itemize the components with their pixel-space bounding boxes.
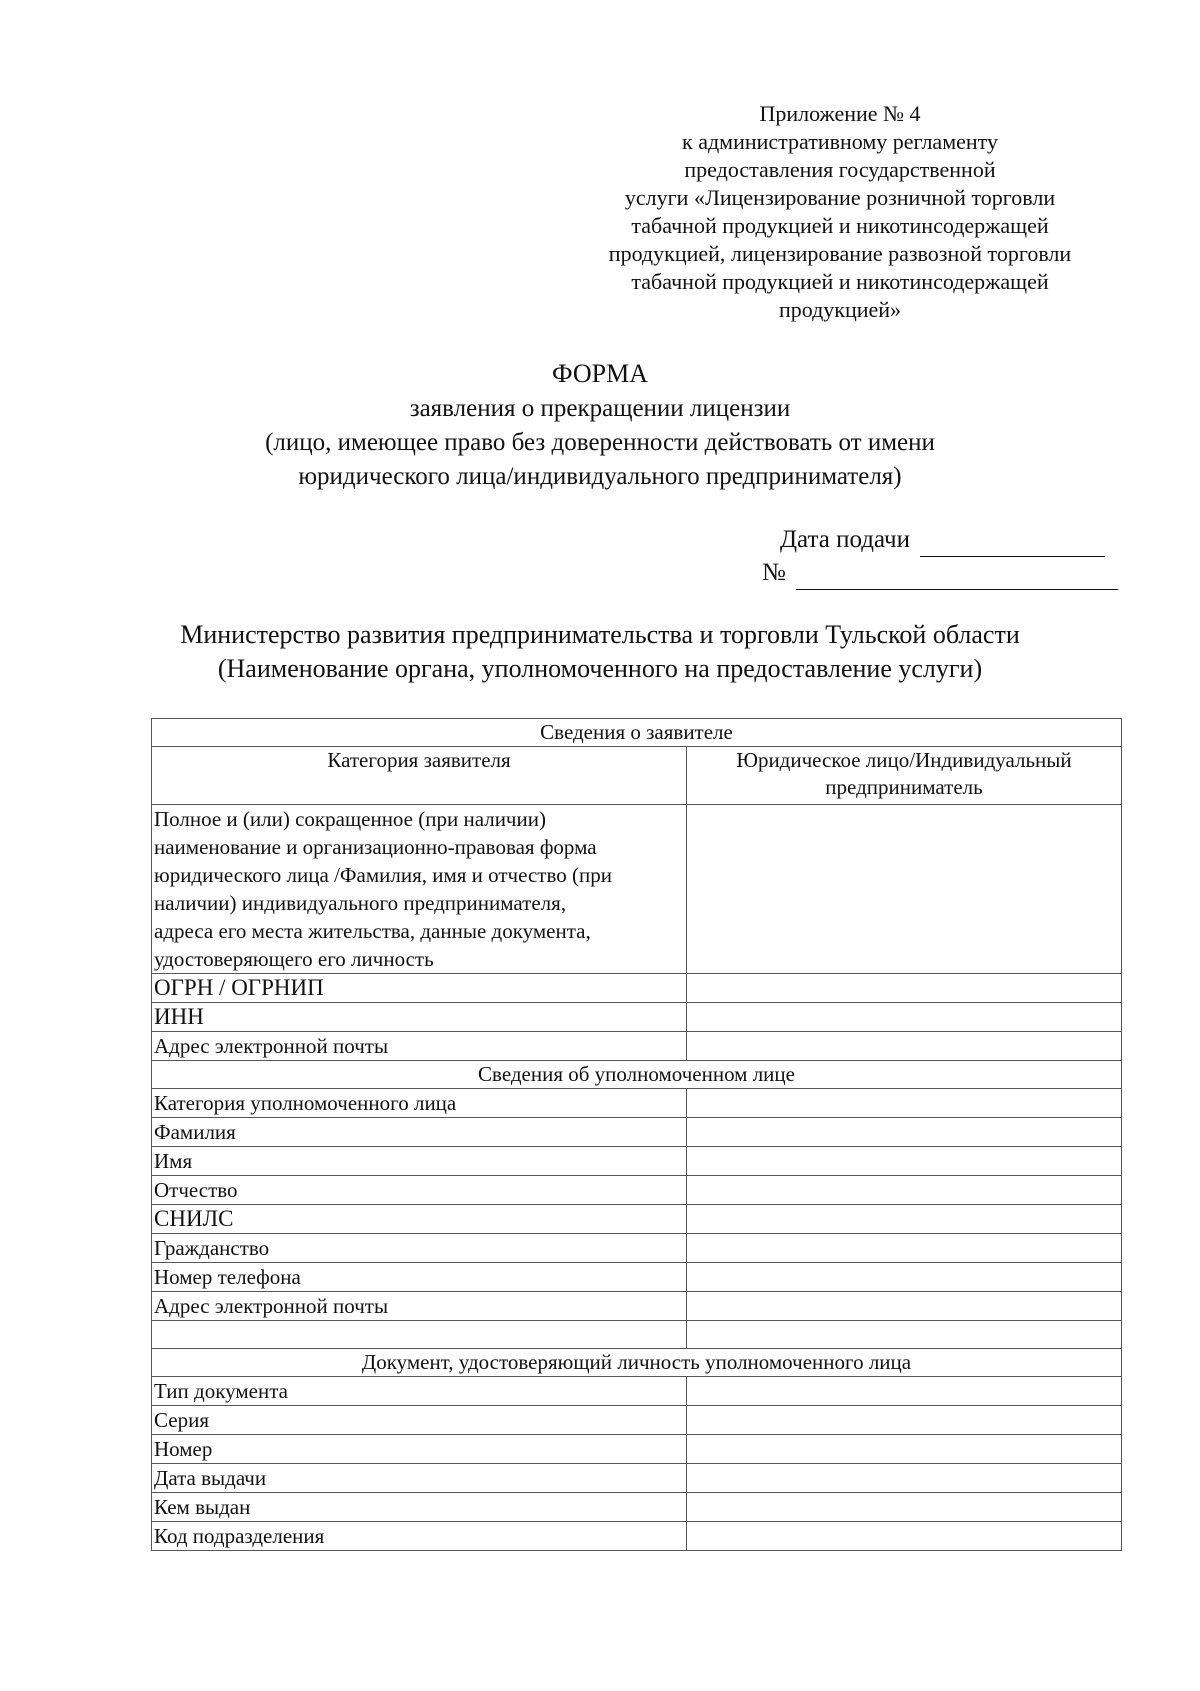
patronymic-value[interactable]	[687, 1176, 1122, 1205]
ogrn-value[interactable]	[687, 974, 1122, 1003]
form-title: ФОРМА	[552, 359, 648, 388]
empty-cell	[152, 1321, 687, 1349]
section-representative: Сведения об уполномоченном лице	[152, 1061, 1122, 1089]
appendix-line: продукцией»	[778, 297, 902, 322]
table-row	[152, 1321, 1122, 1349]
division-code-label: Код подразделения	[152, 1522, 687, 1551]
form-subtitle-line: юридического лица/индивидуального предпринимателя)	[298, 463, 902, 490]
inn-label: ИНН	[152, 1003, 687, 1032]
table-row	[152, 1089, 1122, 1118]
table-row	[152, 974, 1122, 1003]
table-row	[152, 1435, 1122, 1464]
phone-value[interactable]	[687, 1263, 1122, 1292]
table-row	[152, 1493, 1122, 1522]
table-row	[152, 1032, 1122, 1061]
appendix-line: услуги «Лицензирование розничной торговли	[624, 185, 1056, 210]
citizenship-label: Гражданство	[152, 1234, 687, 1263]
issued-by-label: Кем выдан	[152, 1493, 687, 1522]
snils-value[interactable]	[687, 1205, 1122, 1234]
appendix-line: табачной продукцией и никотинсодержащей	[631, 213, 1049, 238]
first-name-value[interactable]	[687, 1147, 1122, 1176]
form-subtitle-line: (лицо, имеющее право без доверенности действовать от имени	[265, 429, 935, 456]
issue-date-label: Дата выдачи	[152, 1464, 687, 1493]
representative-email-label: Адрес электронной почты	[152, 1292, 687, 1321]
table-row	[152, 1263, 1122, 1292]
application-table	[151, 718, 1122, 1551]
snils-label: СНИЛС	[152, 1205, 687, 1234]
applicant-email-label: Адрес электронной почты	[152, 1032, 687, 1061]
form-subtitle-line: заявления о прекращении лицензии	[409, 395, 791, 422]
empty-cell[interactable]	[687, 1321, 1122, 1349]
applicant-type-header	[687, 747, 1122, 805]
document-type-value[interactable]	[687, 1377, 1122, 1406]
ogrn-label: ОГРН / ОГРНИП	[152, 974, 687, 1003]
submission-date-label: Дата подачи	[780, 526, 911, 553]
representative-category-label: Категория уполномоченного лица	[152, 1089, 687, 1118]
section-applicant: Сведения о заявителе	[152, 719, 1122, 747]
full-name-label	[152, 805, 687, 974]
surname-value[interactable]	[687, 1118, 1122, 1147]
table-row	[152, 1003, 1122, 1032]
issued-by-value[interactable]	[687, 1493, 1122, 1522]
full-name-value[interactable]	[687, 805, 1122, 974]
division-code-value[interactable]	[687, 1522, 1122, 1551]
citizenship-value[interactable]	[687, 1234, 1122, 1263]
appendix-line: Приложение № 4	[759, 101, 921, 126]
table-row	[152, 1377, 1122, 1406]
table-row	[152, 805, 1122, 974]
submission-number-label: №	[762, 559, 786, 586]
document-series-label: Серия	[152, 1406, 687, 1435]
table-row	[152, 1292, 1122, 1321]
authority-name: Министерство развития предпринимательства и торговли Тульской области	[180, 620, 1020, 649]
full-name-label-line: удостоверяющего его личность	[154, 947, 434, 971]
document-number-label: Номер	[152, 1435, 687, 1464]
document-series-value[interactable]	[687, 1406, 1122, 1435]
full-name-label-line: Полное и (или) сокращенное (при наличии)	[154, 807, 546, 831]
submission-date-field[interactable]	[920, 530, 1105, 557]
full-name-label-line: адреса его места жительства, данные документа,	[154, 919, 591, 943]
full-name-label-line: наименование и организационно-правовая форма	[154, 835, 597, 859]
table-row	[152, 1205, 1122, 1234]
table-row	[152, 1118, 1122, 1147]
appendix-line: табачной продукцией и никотинсодержащей	[631, 269, 1049, 294]
full-name-label-line: наличии) индивидуального предпринимателя,	[154, 891, 567, 915]
submission-number-field[interactable]	[796, 563, 1118, 590]
table-row	[152, 1464, 1122, 1493]
header-row	[152, 747, 1122, 805]
table-row	[152, 1522, 1122, 1551]
appendix-header	[560, 100, 1120, 324]
table-row	[152, 1176, 1122, 1205]
category-header: Категория заявителя	[152, 747, 687, 805]
document-type-label: Тип документа	[152, 1377, 687, 1406]
representative-category-value[interactable]	[687, 1089, 1122, 1118]
issue-date-value[interactable]	[687, 1464, 1122, 1493]
submission-date-row	[780, 523, 1105, 557]
authority-block	[100, 618, 1100, 686]
table-row	[152, 1147, 1122, 1176]
appendix-line: к административному регламенту	[682, 129, 998, 154]
applicant-email-value[interactable]	[687, 1032, 1122, 1061]
form-subtitle	[150, 392, 1050, 494]
appendix-line: предоставления государственной	[684, 157, 996, 182]
first-name-label: Имя	[152, 1147, 687, 1176]
table-row	[152, 1234, 1122, 1263]
section-row	[152, 1061, 1122, 1089]
surname-label: Фамилия	[152, 1118, 687, 1147]
section-row	[152, 1349, 1122, 1377]
authority-caption: (Наименование органа, уполномоченного на предоставление услуги)	[217, 654, 983, 683]
phone-label: Номер телефона	[152, 1263, 687, 1292]
submission-number-row	[762, 556, 1118, 590]
applicant-type-header-line: предприниматель	[825, 775, 983, 799]
patronymic-label: Отчество	[152, 1176, 687, 1205]
table-row	[152, 1406, 1122, 1435]
section-row	[152, 719, 1122, 747]
representative-email-value[interactable]	[687, 1292, 1122, 1321]
full-name-label-line: юридического лица /Фамилия, имя и отчество (при	[154, 863, 612, 887]
applicant-type-header-line: Юридическое лицо/Индивидуальный	[736, 748, 1072, 772]
section-document: Документ, удостоверяющий личность уполномоченного лица	[152, 1349, 1122, 1377]
appendix-line: продукцией, лицензирование развозной торговли	[608, 241, 1072, 266]
inn-value[interactable]	[687, 1003, 1122, 1032]
document-number-value[interactable]	[687, 1435, 1122, 1464]
